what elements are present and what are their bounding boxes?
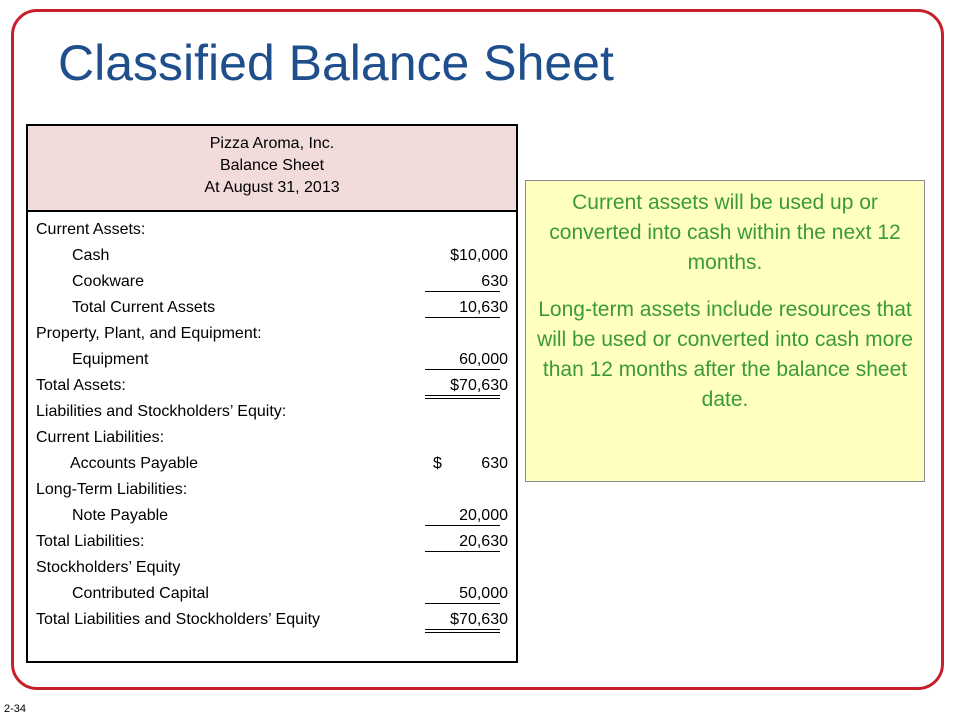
equipment-label: Equipment bbox=[72, 351, 149, 368]
double-underline bbox=[425, 629, 500, 630]
long-term-assets-note: Long-term assets include resources that will be used or converted into cash more than 12 months after the balance sheet date. bbox=[537, 298, 913, 411]
liab-equity-heading: Liabilities and Stockholders’ Equity: bbox=[36, 403, 287, 420]
underline bbox=[425, 291, 500, 292]
contributed-capital-amount: 50,000 bbox=[459, 585, 508, 602]
accounts-payable-value: 630 bbox=[481, 455, 508, 472]
total-le-amount: $70,630 bbox=[450, 611, 508, 628]
cash-label: Cash bbox=[72, 247, 110, 264]
note-payable-amount: 20,000 bbox=[459, 507, 508, 524]
cash-amount: $10,000 bbox=[450, 247, 508, 264]
explanation-callout bbox=[525, 180, 925, 482]
total-current-assets-label: Total Current Assets bbox=[72, 299, 216, 316]
total-assets-label: Total Assets: bbox=[36, 377, 126, 394]
section-heading bbox=[36, 477, 508, 503]
double-underline bbox=[425, 632, 500, 633]
current-liabilities-heading: Current Liabilities: bbox=[36, 429, 165, 446]
equipment-amount: 60,000 bbox=[459, 351, 508, 368]
line-item bbox=[36, 451, 508, 477]
current-assets-heading: Current Assets: bbox=[36, 221, 146, 238]
stockholders-equity-heading: Stockholders’ Equity bbox=[36, 559, 181, 576]
note-payable-label: Note Payable bbox=[72, 507, 169, 524]
underline bbox=[425, 551, 500, 552]
total-liabilities-label: Total Liabilities: bbox=[36, 533, 145, 550]
company-name: Pizza Aroma, Inc. bbox=[209, 135, 335, 152]
accounts-payable-label: Accounts Payable bbox=[70, 455, 199, 472]
statement-name: Balance Sheet bbox=[219, 157, 325, 174]
total-current-assets-amount: 10,630 bbox=[459, 299, 508, 316]
total-liabilities-amount: 20,630 bbox=[459, 533, 508, 550]
ppe-heading: Property, Plant, and Equipment: bbox=[36, 325, 262, 342]
section-heading bbox=[36, 399, 508, 425]
section-heading bbox=[36, 555, 508, 581]
underline bbox=[425, 369, 500, 370]
underline bbox=[425, 317, 500, 318]
section-heading bbox=[36, 217, 508, 243]
statement-date: At August 31, 2013 bbox=[204, 179, 340, 196]
underline bbox=[425, 603, 500, 604]
section-heading bbox=[36, 321, 508, 347]
cookware-amount: 630 bbox=[481, 273, 508, 290]
slide-number: 2-34 bbox=[4, 703, 27, 715]
total-le-label: Total Liabilities and Stockholders’ Equity bbox=[36, 611, 321, 628]
total-assets-amount: $70,630 bbox=[450, 377, 508, 394]
currency-symbol: $ bbox=[433, 455, 442, 472]
balance-sheet-header bbox=[26, 124, 518, 212]
balance-sheet-body bbox=[26, 212, 518, 663]
double-underline bbox=[425, 395, 500, 396]
slide-title: Classified Balance Sheet bbox=[58, 35, 614, 91]
line-item bbox=[36, 243, 508, 269]
cookware-label: Cookware bbox=[72, 273, 145, 290]
current-assets-note: Current assets will be used up or converted into cash within the next 12 months. bbox=[549, 191, 901, 274]
contributed-capital-label: Contributed Capital bbox=[72, 585, 209, 602]
section-heading bbox=[36, 425, 508, 451]
long-term-liabilities-heading: Long-Term Liabilities: bbox=[36, 481, 188, 498]
underline bbox=[425, 525, 500, 526]
